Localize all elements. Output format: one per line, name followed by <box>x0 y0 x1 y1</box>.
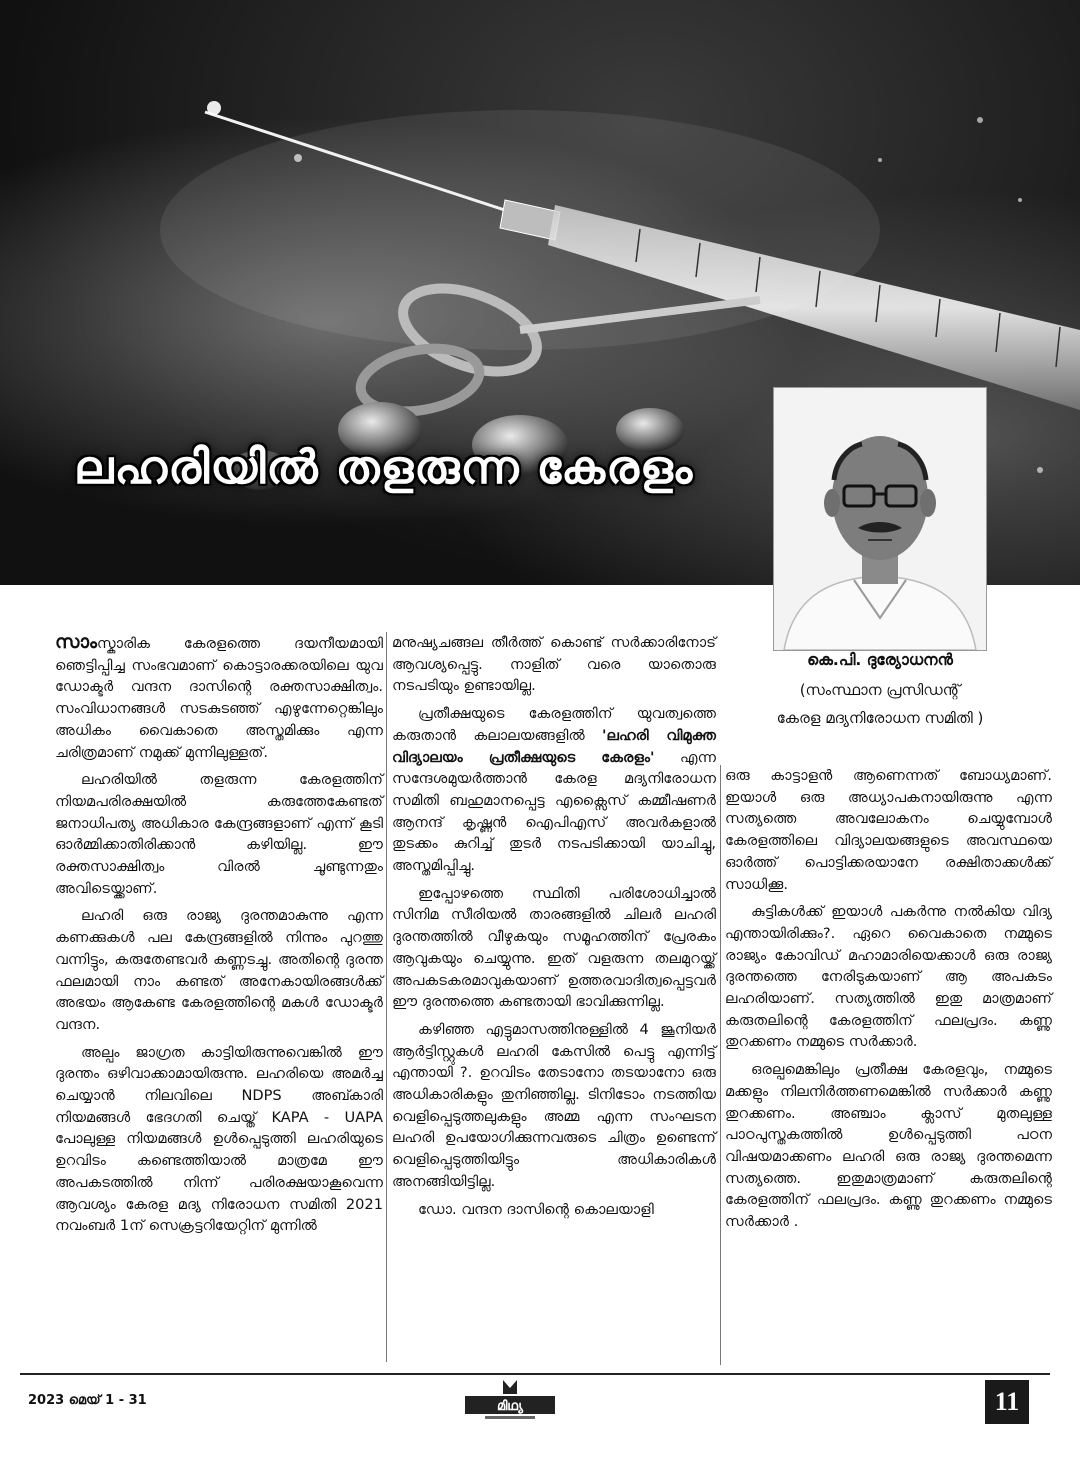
logo-text: മിഥ്യ <box>496 1399 524 1414</box>
author-name: കെ.പി. ദുര്യോധനൻ <box>807 651 953 669</box>
footer-divider <box>20 1373 1050 1375</box>
campaign-slogan: 'ലഹരി വിമുക്ത വിദ്യാലയം പ്രതീക്ഷയുടെ കേരളം' <box>392 726 716 766</box>
column-divider <box>386 632 387 1362</box>
paragraph: ഒരല്പമെങ്കിലും പ്രതീക്ഷ കേരളവും, നമ്മുടെ മക്കളും നിലനിർത്തണമെങ്കിൽ സർക്കാർ കണ്ണു തുറക്കണം. അഞ്ചാം ക്ലാസ് മുതലുള്ള പാഠപുസ്തകത്തിൽ ഉൾപ്പെടുത്തി പഠന വിഷയമാക്കണം ലഹരി ഒരു രാജ്യ ദുരന്തമെന്ന സത്യത്തെ. ഇതുമാത്രമാണ് കരുതലിന്റെ കേരളത്തിന് ഫലപ്രദം. കണ്ണു തുറക്കണം നമ്മുടെ സർക്കാർ . <box>725 1061 1052 1231</box>
article-column-3 <box>725 765 1052 1239</box>
magazine-logo <box>455 1378 565 1422</box>
paragraph: കഴിഞ്ഞ എട്ടുമാസത്തിനുള്ളിൽ 4 ജൂനിയർ ആർട്ടിസ്റ്റുകൾ ലഹരി കേസിൽ പെട്ടു എന്നിട്ട് എന്തായി ?. ഉറവിടം തേടാനോ തടയാനോ ഒരു അധികാരികളും തുനിഞ്ഞില്ല. ടിനിടോം നടത്തിയ വെളിപ്പെടുത്തലുകളും അമ്മ എന്ന സംഘടന ലഹരി ഉപയോഗിക്കുന്നവരുടെ ചിത്രം ഉണ്ടെന്ന് വെളിപ്പെടുത്തിയിട്ടും അധികാരികൾ അനങ്ങിയിട്ടില്ല. <box>392 1020 716 1190</box>
paragraph <box>392 703 716 877</box>
author-role: (സംസ്ഥാന പ്രസിഡന്റ് <box>799 681 961 699</box>
author-photo <box>773 387 987 651</box>
issue-date: 2023 മെയ് 1 - 31 <box>28 1393 147 1408</box>
paragraph-text: എന്ന സന്ദേശമുയർത്താൻ കേരള മദ്യനിരോധന സമിതി ബഹുമാനപ്പെട്ട എക്സൈസ് കമ്മീഷണർ ആനന്ദ് കൃഷ്ണൻ ഐപിഎസ് അവർകളാൽ തുടക്കം കുറിച്ച് തുടർ നടപടിക്കായി യാചിച്ചു, അസ്തമിപ്പിച്ചു. <box>392 748 716 875</box>
paragraph: ലഹരിയിൽ തളരുന്ന കേരളത്തിന് നിയമപരിരക്ഷയിൽ കരുത്തേകേണ്ടത് ജനാധിപത്യ അധികാര കേന്ദ്രങ്ങളാണ് എന്ന് കൂടി ഓർമ്മിക്കാതിരിക്കാൻ കഴിയില്ല. ഈ രക്തസാക്ഷിത്വം വിരൽ ചൂണ്ടുന്നതും അവിടെയ്ക്കാണ്. <box>55 771 383 897</box>
author-organization: കേരള മദ്യനിരോധന സമിതി ) <box>776 709 984 727</box>
page-number: 11 <box>985 1380 1029 1424</box>
paragraph: മനുഷ്യചങ്ങല തീർത്ത് കൊണ്ട് സർക്കാരിനോട് ആവശ്യപ്പെട്ടു. നാളിത് വരെ യാതൊരു നടപടിയും ഉണ്ടായില്ല. <box>392 634 716 695</box>
paragraph: ലഹരി ഒരു രാജ്യ ദുരന്തമാകുന്നു എന്ന കണക്കുകൾ പല കേന്ദ്രങ്ങളിൽ നിന്നും പുറത്തു വന്നിട്ടും, കരുതേണ്ടവർ കണ്ണടച്ചു. അതിന്റെ ദുരന്ത ഫലമായി നാം കണ്ടത് അനേകായിരങ്ങൾക്ക് അഭയം ആകേണ്ട കേരളത്തിന്റെ മകൾ ഡോക്ടർ വന്ദന. <box>55 907 383 1033</box>
column-divider <box>720 765 721 1365</box>
paragraph-text: പ്രതീക്ഷയുടെ കേരളത്തിന് യുവത്വത്തെ കരുതാൻ കലാലയങ്ങളിൽ <box>392 705 716 744</box>
paragraph <box>55 632 383 763</box>
article-column-1 <box>55 632 383 1243</box>
article-title: ലഹരിയിൽ തളരുന്ന കേരളം <box>74 440 694 494</box>
paragraph: ഡോ. വന്ദന ദാസിന്റെ കൊലയാളി <box>418 1200 654 1218</box>
paragraph-text: സ്കാരിക കേരളത്തെ ദയനീയമായി ഞെട്ടിപ്പിച്ച സംഭവമാണ് കൊട്ടാരക്കരയിലെ യുവ ഡോക്ടർ വന്ദന ദാസിന്റെ രക്തസാക്ഷിത്വം. സംവിധാനങ്ങൾ സടകുടഞ്ഞ് എഴുന്നേറ്റെങ്കിലും അധികം വൈകാതെ അസ്തമിക്കും എന്ന ചരിത്രമാണ് നമുക്ക് മുന്നിലുള്ളത്. <box>55 635 383 761</box>
paragraph: ഇപ്പോഴത്തെ സ്ഥിതി പരിശോധിച്ചാൽ സിനിമ സീരിയൽ താരങ്ങളിൽ ചിലർ ലഹരി ദുരന്തത്തിൽ വീഴുകയും സമൂഹത്തിന് പ്രേരകം ആവുകയും ചെയ്യുന്നു. ഇത് വളരുന്ന തലമുറയ്ക്ക് അപകടകരമാവുകയാണ് ഉത്തരവാദിത്വപ്പെട്ടവർ ഈ ദുരന്തത്തെ കണ്ടതായി ഭാവിക്കുന്നില്ല. <box>392 884 716 1011</box>
paragraph: ഒരു കാട്ടാളൻ ആണെന്നത് ബോധ്യമാണ്. ഇയാൾ ഒരു അധ്യാപകനായിരുന്നു എന്ന സത്യത്തെ അവലോകനം ചെയ്യുമ്പോൾ കേരളത്തിലെ വിദ്യാലയങ്ങളുടെ അവസ്ഥയെ ഓർത്ത് പൊട്ടിക്കരയാനേ രക്ഷിതാക്കൾക്ക് സാധിക്കൂ. <box>725 767 1052 893</box>
article-column-2 <box>392 632 716 1226</box>
paragraph: അല്പം ജാഗ്രത കാട്ടിയിരുന്നുവെങ്കിൽ ഈ ദുരന്തം ഒഴിവാക്കാമായിരുന്നു. ലഹരിയെ അമർച്ച ചെയ്യാൻ നിലവിലെ NDPS അബ്കാരി നിയമങ്ങൾ ഭേദഗതി ചെയ്ത് KAPA - UAPA പോലുള്ള നിയമങ്ങൾ ഉൾപ്പെടുത്തി ലഹരിയുടെ ഉറവിടം കണ്ടെത്തിയാൽ മാത്രമേ ഈ അപകടത്തിൽ നിന്ന് പരിരക്ഷയാകൂവെന്ന ആവശ്യം കേരള മദ്യ നിരോധന സമിതി 2021 നവംബർ 1ന് സെക്രട്ടറിയേറ്റിന് മുന്നിൽ <box>55 1043 383 1235</box>
lead-word: സാം <box>55 631 97 653</box>
paragraph: കുട്ടികൾക്ക് ഇയാൾ പകർന്നു നൽകിയ വിദ്യ എന്തായിരിക്കും?. ഏറെ വൈകാതെ നമ്മുടെ രാജ്യം കോവിഡ് മഹാമാരിയെക്കാൾ ഒരു രാജ്യ ദുരന്തത്തെ നേരിടുകയാണ് ആ അപകടം ലഹരിയാണ്. സത്യത്തിൽ ഇതു മാത്രമാണ് കരുതലിന്റെ കേരളത്തിന് ഫലപ്രദം. കണ്ണു തുറക്കണം നമ്മുടെ സർക്കാർ. <box>725 903 1052 1051</box>
